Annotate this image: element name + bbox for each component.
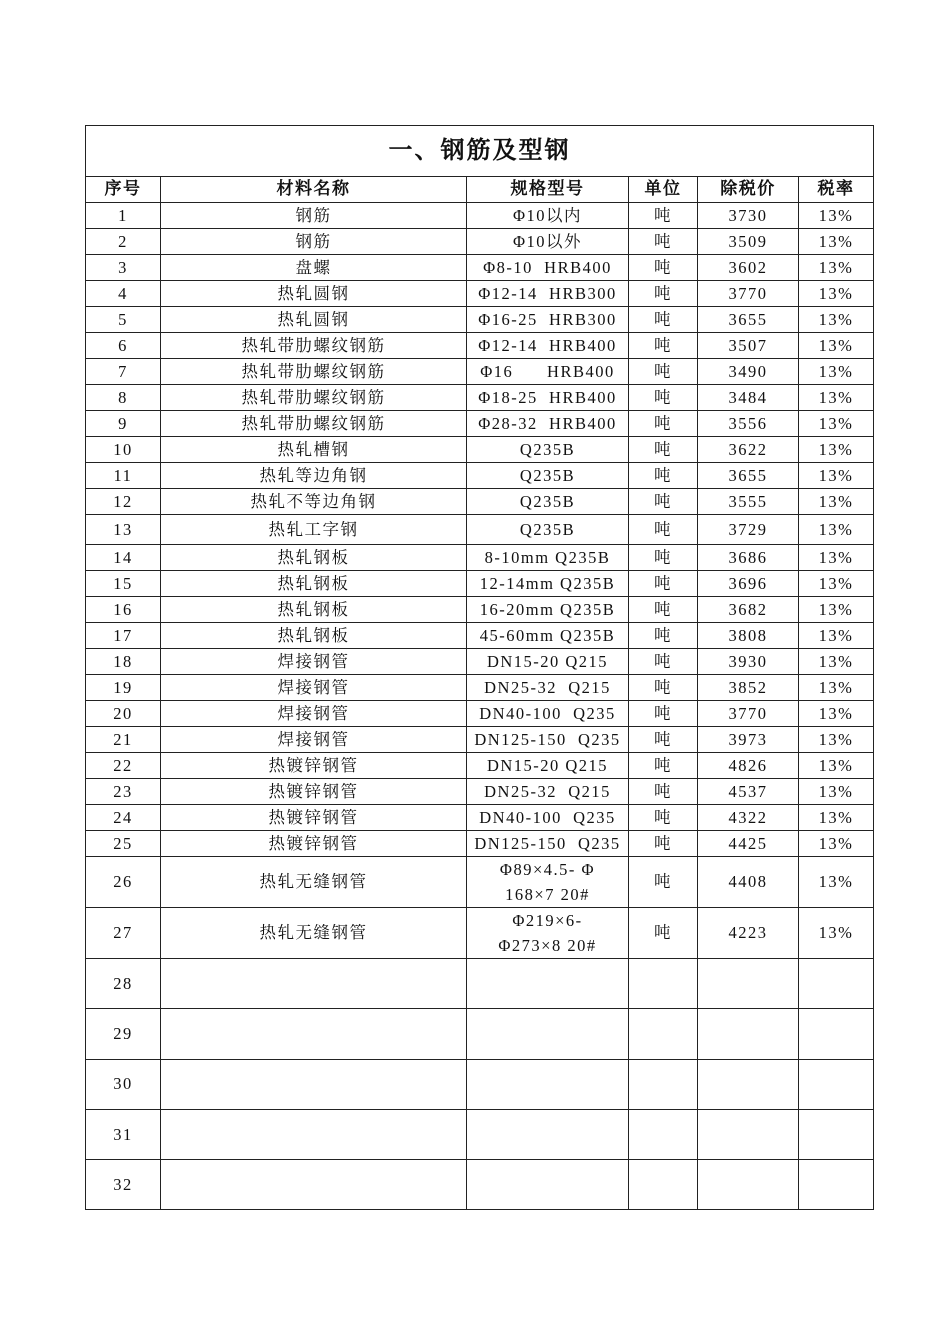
cell-name: 热镀锌钢管: [161, 831, 467, 857]
cell-spec: Q235B: [467, 437, 629, 463]
cell-spec: DN40-100 Q235: [467, 701, 629, 727]
cell-unit: 吨: [629, 359, 698, 385]
cell-price: 3686: [698, 545, 799, 571]
cell-no: 31: [86, 1109, 161, 1159]
cell-unit: 吨: [629, 623, 698, 649]
cell-unit: [629, 959, 698, 1009]
cell-spec: DN40-100 Q235: [467, 805, 629, 831]
cell-name: 热轧带肋螺纹钢筋: [161, 411, 467, 437]
table-row: [86, 385, 874, 411]
cell-unit: 吨: [629, 649, 698, 675]
table-row: [86, 779, 874, 805]
cell-spec: Q235B: [467, 515, 629, 545]
table-row: [86, 411, 874, 437]
cell-name: 钢筋: [161, 229, 467, 255]
cell-spec: Φ219×6- Φ273×8 20#: [467, 908, 629, 959]
cell-price: 3973: [698, 727, 799, 753]
cell-unit: 吨: [629, 385, 698, 411]
cell-name: 热轧钢板: [161, 545, 467, 571]
cell-unit: 吨: [629, 597, 698, 623]
cell-tax: 13%: [799, 411, 874, 437]
table-row: [86, 307, 874, 333]
cell-no: 16: [86, 597, 161, 623]
cell-unit: 吨: [629, 515, 698, 545]
cell-tax: 13%: [799, 753, 874, 779]
cell-spec: DN125-150 Q235: [467, 831, 629, 857]
cell-spec: 45-60mm Q235B: [467, 623, 629, 649]
cell-unit: 吨: [629, 203, 698, 229]
cell-unit: 吨: [629, 779, 698, 805]
cell-unit: 吨: [629, 857, 698, 908]
cell-price: 3808: [698, 623, 799, 649]
cell-name: [161, 1009, 467, 1059]
cell-price: [698, 1109, 799, 1159]
cell-unit: 吨: [629, 463, 698, 489]
cell-no: 30: [86, 1059, 161, 1109]
cell-tax: 13%: [799, 545, 874, 571]
cell-name: 热轧圆钢: [161, 281, 467, 307]
cell-tax: 13%: [799, 857, 874, 908]
cell-no: 1: [86, 203, 161, 229]
cell-name: 热轧钢板: [161, 623, 467, 649]
cell-price: [698, 1059, 799, 1109]
cell-price: 4223: [698, 908, 799, 959]
cell-name: 热镀锌钢管: [161, 779, 467, 805]
cell-no: 4: [86, 281, 161, 307]
table-row: [86, 229, 874, 255]
cell-name: 钢筋: [161, 203, 467, 229]
header-unit: 单位: [629, 177, 698, 203]
table-row: [86, 623, 874, 649]
cell-unit: 吨: [629, 831, 698, 857]
cell-tax: 13%: [799, 359, 874, 385]
cell-spec: DN15-20 Q215: [467, 753, 629, 779]
cell-price: [698, 959, 799, 1009]
cell-no: 13: [86, 515, 161, 545]
cell-tax: [799, 1059, 874, 1109]
cell-no: 27: [86, 908, 161, 959]
cell-unit: 吨: [629, 753, 698, 779]
cell-no: 22: [86, 753, 161, 779]
cell-spec: [467, 959, 629, 1009]
cell-tax: 13%: [799, 515, 874, 545]
cell-price: 3682: [698, 597, 799, 623]
cell-name: 热镀锌钢管: [161, 805, 467, 831]
cell-price: 3490: [698, 359, 799, 385]
cell-no: 7: [86, 359, 161, 385]
cell-unit: [629, 1059, 698, 1109]
cell-tax: 13%: [799, 281, 874, 307]
cell-spec: Φ89×4.5- Φ 168×7 20#: [467, 857, 629, 908]
section-title: 一、钢筋及型钢: [86, 126, 874, 177]
table-row: [86, 571, 874, 597]
cell-no: 14: [86, 545, 161, 571]
cell-tax: [799, 1009, 874, 1059]
materials-table: [85, 125, 874, 1210]
cell-tax: 13%: [799, 203, 874, 229]
cell-no: 6: [86, 333, 161, 359]
cell-no: 24: [86, 805, 161, 831]
cell-spec: Φ28-32 HRB400: [467, 411, 629, 437]
cell-spec: Q235B: [467, 489, 629, 515]
cell-spec: Φ16 HRB400: [467, 359, 629, 385]
cell-unit: 吨: [629, 908, 698, 959]
cell-name: 热镀锌钢管: [161, 753, 467, 779]
cell-spec: DN15-20 Q215: [467, 649, 629, 675]
cell-name: 热轧钢板: [161, 597, 467, 623]
table-row: [86, 255, 874, 281]
table-row: [86, 489, 874, 515]
table-row: [86, 805, 874, 831]
cell-price: 4826: [698, 753, 799, 779]
table-row: [86, 1109, 874, 1159]
cell-unit: 吨: [629, 281, 698, 307]
cell-no: 19: [86, 675, 161, 701]
table-row: [86, 1160, 874, 1210]
cell-tax: 13%: [799, 437, 874, 463]
cell-price: 3602: [698, 255, 799, 281]
cell-no: 20: [86, 701, 161, 727]
table-body: [86, 203, 874, 1210]
table-row: [86, 597, 874, 623]
cell-name: 盘螺: [161, 255, 467, 281]
table-row: [86, 333, 874, 359]
cell-tax: 13%: [799, 675, 874, 701]
cell-name: [161, 1160, 467, 1210]
cell-unit: 吨: [629, 805, 698, 831]
cell-tax: [799, 1160, 874, 1210]
header-spec: 规格型号: [467, 177, 629, 203]
cell-spec: Φ12-14 HRB300: [467, 281, 629, 307]
cell-no: 23: [86, 779, 161, 805]
cell-no: 9: [86, 411, 161, 437]
table-row: [86, 515, 874, 545]
cell-unit: 吨: [629, 333, 698, 359]
cell-tax: 13%: [799, 571, 874, 597]
title-row: [86, 126, 874, 177]
cell-tax: 13%: [799, 908, 874, 959]
cell-no: 12: [86, 489, 161, 515]
cell-spec: DN25-32 Q215: [467, 675, 629, 701]
cell-no: 32: [86, 1160, 161, 1210]
cell-no: 28: [86, 959, 161, 1009]
cell-unit: 吨: [629, 675, 698, 701]
cell-spec: Φ18-25 HRB400: [467, 385, 629, 411]
table-row: [86, 959, 874, 1009]
cell-price: 3507: [698, 333, 799, 359]
table-row: [86, 857, 874, 908]
cell-tax: 13%: [799, 701, 874, 727]
cell-no: 18: [86, 649, 161, 675]
cell-price: 3509: [698, 229, 799, 255]
cell-name: [161, 959, 467, 1009]
cell-price: [698, 1009, 799, 1059]
cell-spec: Φ10以内: [467, 203, 629, 229]
table-row: [86, 359, 874, 385]
cell-price: 3730: [698, 203, 799, 229]
cell-name: 热轧等边角钢: [161, 463, 467, 489]
cell-unit: 吨: [629, 255, 698, 281]
cell-name: 热轧工字钢: [161, 515, 467, 545]
table-row: [86, 1009, 874, 1059]
cell-name: 热轧带肋螺纹钢筋: [161, 359, 467, 385]
cell-name: 热轧圆钢: [161, 307, 467, 333]
cell-tax: 13%: [799, 307, 874, 333]
cell-price: 3555: [698, 489, 799, 515]
cell-name: 焊接钢管: [161, 701, 467, 727]
cell-name: 热轧不等边角钢: [161, 489, 467, 515]
cell-name: 热轧无缝钢管: [161, 857, 467, 908]
cell-unit: 吨: [629, 701, 698, 727]
cell-price: 4408: [698, 857, 799, 908]
cell-unit: 吨: [629, 545, 698, 571]
cell-tax: 13%: [799, 333, 874, 359]
cell-name: 焊接钢管: [161, 675, 467, 701]
cell-tax: 13%: [799, 597, 874, 623]
header-tax: 税率: [799, 177, 874, 203]
table-row: [86, 831, 874, 857]
cell-price: 3729: [698, 515, 799, 545]
table-row: [86, 908, 874, 959]
cell-unit: 吨: [629, 307, 698, 333]
cell-no: 21: [86, 727, 161, 753]
cell-price: 3930: [698, 649, 799, 675]
cell-tax: [799, 1109, 874, 1159]
cell-unit: 吨: [629, 411, 698, 437]
cell-spec: 12-14mm Q235B: [467, 571, 629, 597]
cell-spec: [467, 1059, 629, 1109]
table-row: [86, 545, 874, 571]
header-no: 序号: [86, 177, 161, 203]
cell-tax: 13%: [799, 463, 874, 489]
cell-tax: 13%: [799, 831, 874, 857]
cell-name: 热轧无缝钢管: [161, 908, 467, 959]
cell-price: 3696: [698, 571, 799, 597]
cell-spec: DN125-150 Q235: [467, 727, 629, 753]
table-row: [86, 753, 874, 779]
cell-tax: 13%: [799, 779, 874, 805]
table-row: [86, 1059, 874, 1109]
table-row: [86, 649, 874, 675]
cell-price: 3655: [698, 307, 799, 333]
cell-no: 17: [86, 623, 161, 649]
cell-unit: [629, 1009, 698, 1059]
cell-tax: 13%: [799, 489, 874, 515]
cell-price: 3770: [698, 701, 799, 727]
header-name: 材料名称: [161, 177, 467, 203]
cell-no: 25: [86, 831, 161, 857]
cell-no: 5: [86, 307, 161, 333]
cell-price: 3852: [698, 675, 799, 701]
cell-unit: 吨: [629, 489, 698, 515]
cell-price: 4425: [698, 831, 799, 857]
cell-tax: 13%: [799, 805, 874, 831]
cell-no: 8: [86, 385, 161, 411]
cell-name: 焊接钢管: [161, 727, 467, 753]
cell-spec: [467, 1009, 629, 1059]
cell-spec: 8-10mm Q235B: [467, 545, 629, 571]
table-row: [86, 701, 874, 727]
table-row: [86, 437, 874, 463]
cell-spec: Φ16-25 HRB300: [467, 307, 629, 333]
cell-name: 热轧带肋螺纹钢筋: [161, 385, 467, 411]
cell-no: 15: [86, 571, 161, 597]
cell-price: 3622: [698, 437, 799, 463]
cell-tax: 13%: [799, 229, 874, 255]
cell-spec: 16-20mm Q235B: [467, 597, 629, 623]
cell-no: 2: [86, 229, 161, 255]
cell-name: 热轧带肋螺纹钢筋: [161, 333, 467, 359]
cell-price: 3484: [698, 385, 799, 411]
cell-no: 29: [86, 1009, 161, 1059]
cell-unit: 吨: [629, 229, 698, 255]
cell-price: 3556: [698, 411, 799, 437]
cell-no: 26: [86, 857, 161, 908]
cell-price: 4537: [698, 779, 799, 805]
cell-unit: 吨: [629, 437, 698, 463]
cell-no: 10: [86, 437, 161, 463]
cell-spec: Φ10以外: [467, 229, 629, 255]
cell-name: 热轧钢板: [161, 571, 467, 597]
cell-no: 11: [86, 463, 161, 489]
cell-spec: Φ8-10 HRB400: [467, 255, 629, 281]
table-row: [86, 463, 874, 489]
cell-spec: Φ12-14 HRB400: [467, 333, 629, 359]
cell-no: 3: [86, 255, 161, 281]
cell-tax: 13%: [799, 385, 874, 411]
cell-tax: 13%: [799, 255, 874, 281]
cell-spec: [467, 1109, 629, 1159]
table-row: [86, 203, 874, 229]
cell-unit: 吨: [629, 727, 698, 753]
cell-name: [161, 1059, 467, 1109]
cell-name: 焊接钢管: [161, 649, 467, 675]
table-row: [86, 675, 874, 701]
header-row: [86, 177, 874, 203]
cell-unit: [629, 1160, 698, 1210]
cell-price: 3770: [698, 281, 799, 307]
cell-spec: [467, 1160, 629, 1210]
cell-price: 3655: [698, 463, 799, 489]
cell-name: [161, 1109, 467, 1159]
cell-tax: 13%: [799, 649, 874, 675]
cell-tax: 13%: [799, 727, 874, 753]
cell-spec: Q235B: [467, 463, 629, 489]
table-row: [86, 281, 874, 307]
table-row: [86, 727, 874, 753]
cell-price: [698, 1160, 799, 1210]
cell-price: 4322: [698, 805, 799, 831]
cell-spec: DN25-32 Q215: [467, 779, 629, 805]
cell-unit: 吨: [629, 571, 698, 597]
cell-name: 热轧槽钢: [161, 437, 467, 463]
cell-tax: 13%: [799, 623, 874, 649]
cell-tax: [799, 959, 874, 1009]
header-price: 除税价: [698, 177, 799, 203]
cell-unit: [629, 1109, 698, 1159]
